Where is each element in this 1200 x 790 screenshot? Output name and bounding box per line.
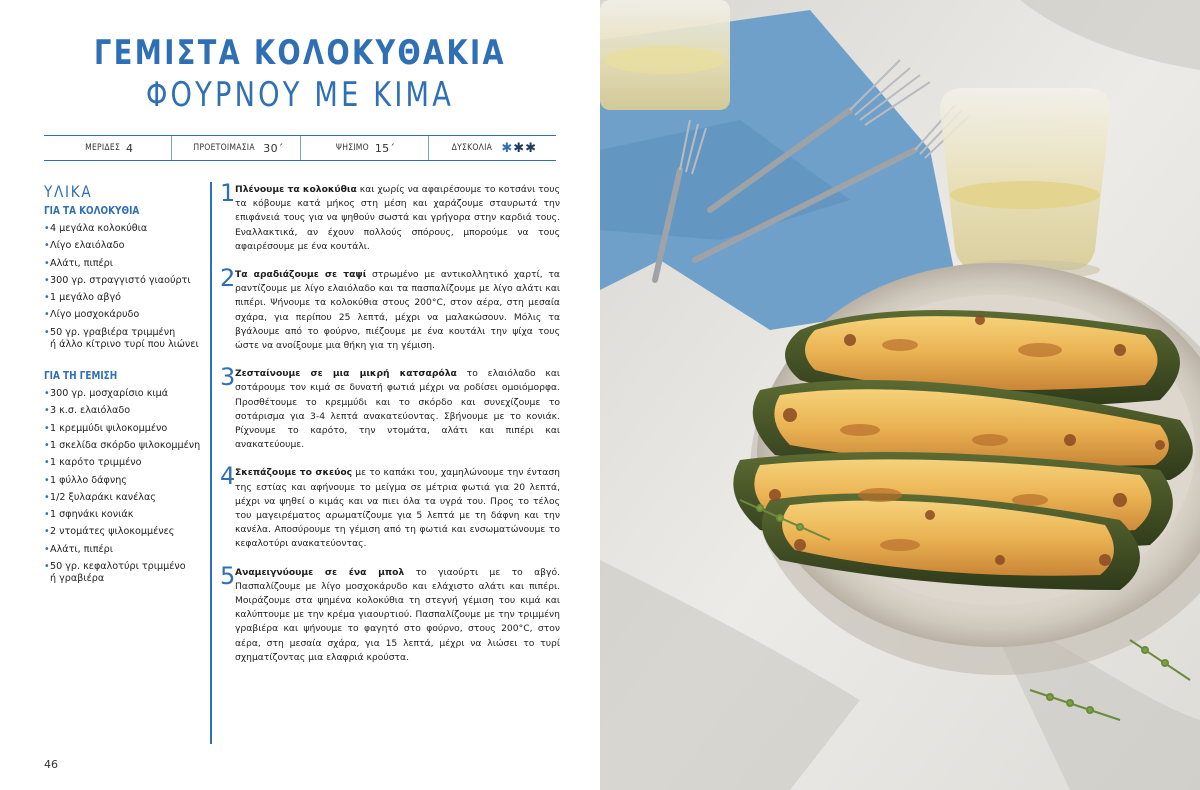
cook-time-label: ΨΗΣΙΜΟ <box>335 143 369 153</box>
step-text <box>235 183 560 254</box>
ingredient-item: ή άλλο κίτρινο τυρί που λιώνει <box>50 339 199 351</box>
difficulty-star-icon: ✱ <box>513 140 526 156</box>
recipe-title-line2: ΦΟΥΡΝΟΥ ΜΕ ΚΙΜΑ <box>145 75 455 115</box>
recipe-meta-bar <box>44 135 556 161</box>
recipe-title-line1: ΓΕΜΙΣΤΑ ΚΟΛΟΚΥΘΑΚΙΑ <box>94 33 506 73</box>
step-lead: Τα αραδιάζουμε σε ταψί <box>235 269 367 281</box>
servings-label: ΜΕΡΙΔΕΣ <box>84 143 120 153</box>
ingredient-item: • 300 γρ. μοσχαρίσιο κιμά <box>44 385 209 402</box>
ingredient-item: ή γραβιέρα <box>50 573 105 585</box>
ingredient-item: • Λίγο ελαιόλαδο <box>44 237 209 254</box>
step-body: με το καπάκι του, χαμηλώνουμε την ένταση της εστίας και αφήνουμε το μείγμα σε μέτρια φωτιά για 20 λεπτά, μέχρι να ψηθεί ο κιμάς και να πιει όλα τα υγρά του. Προς το τέλος του μαγειρέματος αρωματίζουμε για 5 λεπτά με τη δάφνη και την κανέλα. Αποσύρουμε τη γέμιση από τη φωτιά και ενσωματώνουμε το κεφαλοτύρι ανακατεύοντας. <box>235 467 560 550</box>
method-step <box>220 561 560 665</box>
method-step <box>220 363 560 452</box>
step-number: 3 <box>220 363 236 392</box>
method-step <box>220 179 560 254</box>
step-number: 1 <box>220 179 236 207</box>
ingredient-item: • 1 καρότο τριμμένο <box>44 454 209 471</box>
step-lead: Σκεπάζουμε το σκεύος <box>235 467 353 479</box>
step-body: και χωρίς να αφαιρέσουμε το κοτσάνι τους τα κόβουμε κατά μήκος στη μέση και χαράζουμε σταυρωτά την επιφάνειά τους για να ψηθούν σωστά και γρήγορα στην καρδιά τους. Εναλλακτικά, αν έχουν πολλούς σπόρους, μπορούμε να τους αφαιρέσουμε με ένα κουτάλι. <box>235 184 560 252</box>
step-lead: Ζεσταίνουμε σε μια μικρή κατσαρόλα <box>235 368 457 380</box>
ingredient-item: • 1 σφηνάκι κονιάκ <box>44 506 209 523</box>
difficulty-star-icon: ✱ <box>501 140 514 156</box>
ingredients-group-1-title: ΓΙΑ ΤΑ ΚΟΛΟΚΥΘΙΑ <box>44 205 140 217</box>
ingredient-item: • 2 ντομάτες ψιλοκομμένες <box>44 523 209 540</box>
page-number: 46 <box>44 758 58 771</box>
dish-photo <box>600 0 1200 790</box>
ingredients-heading: ΥΛΙΚΑ <box>44 182 93 201</box>
method-step <box>220 264 560 353</box>
ingredient-item: • 3 κ.σ. ελαιόλαδο <box>44 402 209 419</box>
ingredients-group-1-list <box>44 220 209 352</box>
cook-time-cell <box>300 136 428 160</box>
ingredients-group-2-title: ΓΙΑ ΤΗ ΓΕΜΙΣΗ <box>44 370 118 383</box>
cook-time-value: 15΄ <box>374 141 396 155</box>
step-number: 4 <box>220 462 236 491</box>
ingredient-item: • 300 γρ. στραγγιστό γιαούρτι <box>44 272 209 289</box>
prep-time-label: ΠΡΟΕΤΟΙΜΑΣΙΑ <box>193 143 255 153</box>
ingredient-item: • 1 φύλλο δάφνης <box>44 472 209 489</box>
ingredient-item: • Λίγο μοσχοκάρυδο <box>44 306 209 323</box>
step-number: 5 <box>220 561 236 590</box>
ingredient-item: • 1/2 ξυλαράκι κανέλας <box>44 489 209 506</box>
step-body: το γιαούρτι με το αβγό. Πασπαλίζουμε με λίγο μοσχοκάρυδο και ελάχιστο αλάτι και πιπέρι. Μοιράζουμε στα ψημένα κολοκύθια τη στεγνή γέμιση του κιμά και καλύπτουμε με την κρέμα γιαουρτιού. Πασπαλίζουμε με την τριμμένη γραβιέρα και ψήνουμε το φαγητό στο φούρνο, στους 200°C, στον αέρα, στη μεσαία σχάρα, για 15 λεπτά, μέχρι να λιώσει το τυρί σχηματίζοντας μια ελαφριά κρούστα. <box>235 566 560 663</box>
method-step <box>220 462 560 551</box>
ingredient-item: • 50 γρ. κεφαλοτύρι τριμμένο <box>44 558 209 575</box>
column-divider <box>210 182 212 744</box>
step-lead: Πλένουμε τα κολοκύθια <box>235 184 357 195</box>
method-steps <box>220 179 560 679</box>
ingredient-item: • 1 σκελίδα σκόρδο ψιλοκομμένη <box>44 437 209 454</box>
servings-value: 4 <box>126 141 134 155</box>
ingredients-section <box>44 182 209 586</box>
difficulty-label: ΔΥΣΚΟΛΙΑ <box>451 143 492 153</box>
step-number: 2 <box>220 264 236 293</box>
step-body: το ελαιόλαδο και σοτάρουμε τον κιμά σε δυνατή φωτιά μέχρι να ροδίσει ομοιόμορφα. Προσθέτουμε το κρεμμύδι και το σκόρδο και συνεχίζουμε το σοτάρισμα για 3-4 λεπτά ανακατεύοντας. Σβήνουμε με το κονιάκ. Ρίχνουμε το καρότο, την ντομάτα, αλάτι και πιπέρι και ανακατεύουμε. <box>235 368 560 451</box>
difficulty-stars-icon <box>501 141 537 156</box>
ingredient-item: • Αλάτι, πιπέρι <box>44 541 209 558</box>
step-body: στρωμένο με αντικολλητικό χαρτί, τα ραντίζουμε με λίγο ελαιόλαδο και τα πασπαλίζουμε με λίγο αλάτι και πιπέρι. Ψήνουμε τα κολοκύθια στους 200°C, στον αέρα, στη μεσαία σχάρα, για περίπου 25 λεπτά, μέχρι να μαλακώσουν. Μόλις τα βγάλουμε από το φούρνο, πιέζουμε με ένα κουτάλι την ψίχα τους ώστε να ανοίξουμε μια θήκη για τη γέμιση. <box>235 269 560 352</box>
prep-time-value: 30΄ <box>263 141 284 155</box>
servings-cell <box>44 136 171 160</box>
step-text <box>235 466 560 551</box>
step-text <box>235 268 560 353</box>
difficulty-star-icon: ✱ <box>525 140 538 156</box>
ingredient-item: • Αλάτι, πιπέρι <box>44 255 209 272</box>
ingredients-group-2 <box>44 370 209 586</box>
ingredient-item: • 1 μεγάλο αβγό <box>44 289 209 306</box>
ingredient-item: • 50 γρ. γραβιέρα τριμμένη <box>44 324 209 341</box>
step-text <box>235 566 560 665</box>
ingredient-item: • 1 κρεμμύδι ψιλοκομμένο <box>44 420 209 437</box>
ingredients-group-2-list <box>44 385 209 586</box>
step-text <box>235 367 560 452</box>
difficulty-cell <box>428 136 556 160</box>
step-lead: Αναμειγνύουμε σε ένα μπολ <box>235 566 405 578</box>
prep-time-cell <box>171 136 299 160</box>
ingredient-item: • 4 μεγάλα κολοκύθια <box>44 220 209 237</box>
